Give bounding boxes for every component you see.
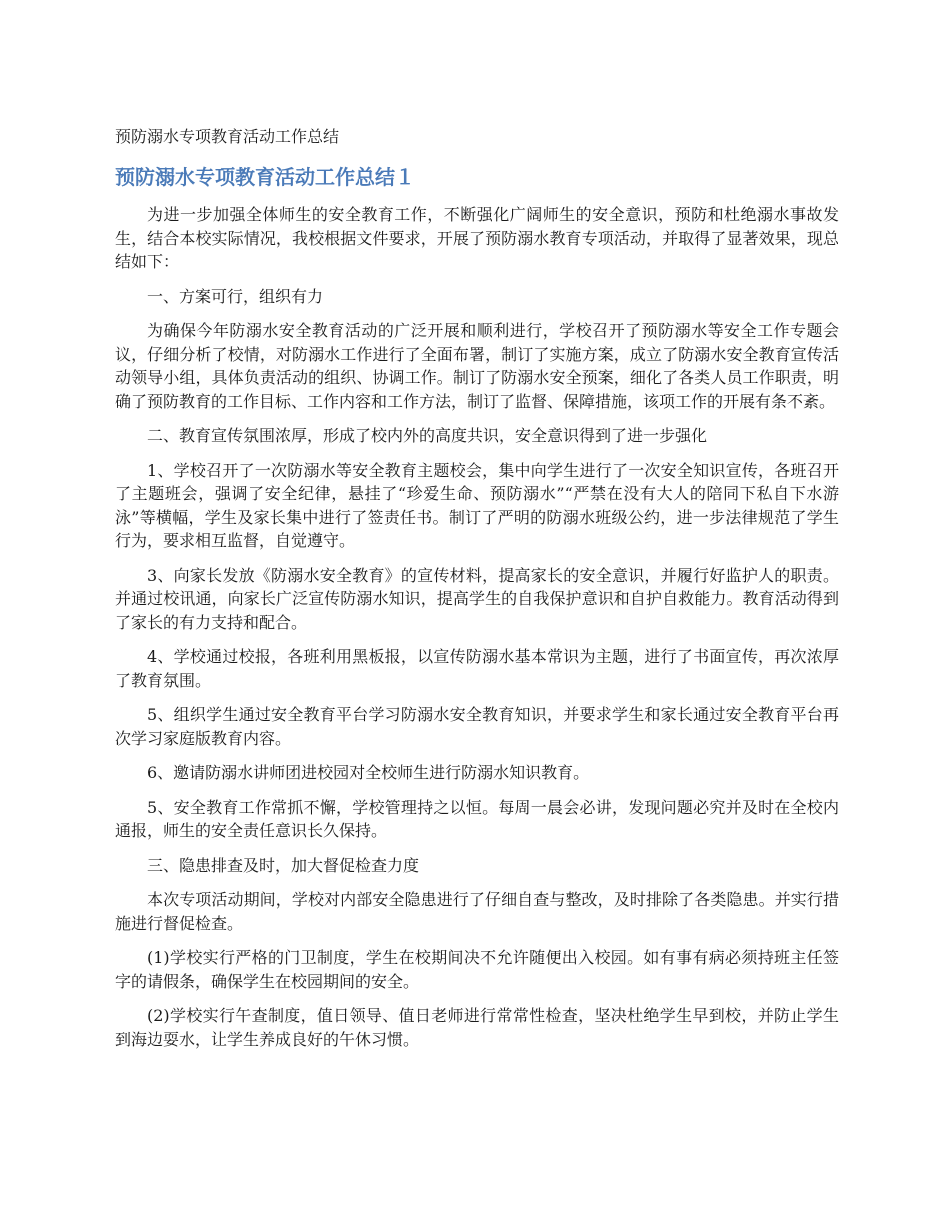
body-paragraph: 为确保今年防溺水安全教育活动的广泛开展和顺利进行，学校召开了预防溺水等安全工作专题会议，仔细分析了校情，对防溺水工作进行了全面布署，制订了实施方案，成立了防溺水安全教育宣传活动领导小组，具体负责活动的组织、协调工作。制订了防溺水安全预案，细化了各类人员工作职责，明确了预防教育的工作目标、工作内容和工作方法，制订了监督、保障措施，该项工作的开展有条不紊。	[115, 321, 839, 411]
section-two-title: 二、教育宣传氛围浓厚，形成了校内外的高度共识，安全意识得到了进一步强化	[147, 426, 708, 445]
body-paragraph: 本次专项活动期间，学校对内部安全隐患进行了仔细自查与整改，及时排除了各类隐患。并实行措施进行督促检查。	[115, 890, 839, 933]
document-body	[115, 203, 839, 1062]
list-item-paragraph: 6、邀请防溺水讲师团进校园对全校师生进行防溺水知识教育。	[147, 763, 590, 782]
document-title: 预防溺水专项教育活动工作总结	[115, 127, 340, 146]
section-one-title: 一、方案可行，组织有力	[147, 286, 324, 306]
list-item-paragraph: 1、学校召开了一次防溺水等安全教育主题校会，集中向学生进行了一次安全知识宣传，各班召开了主题班会，强调了安全纪律，悬挂了“珍爱生命、预防溺水”“严禁在没有大人的陪同下私自下水游泳”等横幅，学生及家长集中进行了签责任书。制订了严明的防溺水班级公约，进一步法律规范了学生行为，要求相互监督，自觉遵守。	[115, 460, 839, 550]
list-item-paragraph: 4、学校通过校报，各班利用黑板报，以宣传防溺水基本常识为主题，进行了书面宣传，再次浓厚了教育氛围。	[115, 647, 839, 690]
list-item-paragraph: 5、组织学生通过安全教育平台学习防溺水安全教育知识，并要求学生和家长通过安全教育平台再次学习家庭版教育内容。	[115, 705, 839, 748]
section-three-title: 三、隐患排查及时，加大督促检查力度	[147, 855, 420, 875]
list-item-paragraph: 5、安全教育工作常抓不懈，学校管理持之以恒。每周一晨会必讲，发现问题必究并及时在全校内通报，师生的安全责任意识长久保持。	[115, 797, 839, 840]
list-item-paragraph: 3、向家长发放《防溺水安全教育》的宣传材料，提高家长的安全意识，并履行好监护人的职责。并通过校讯通，向家长广泛宣传防溺水知识，提高学生的自我保护意识和自护自救能力。教育活动得到了家长的有力支持和配合。	[115, 565, 839, 632]
list-item-paragraph: (1)学校实行严格的门卫制度，学生在校期间决不允许随便出入校园。如有事有病必须持班主任签字的请假条，确保学生在校园期间的安全。	[115, 948, 839, 991]
list-item-paragraph: (2)学校实行午查制度，值日领导、值日老师进行常常性检查，坚决杜绝学生早到校，并防止学生到海边耍水，让学生养成良好的午休习惯。	[115, 1006, 839, 1049]
intro-paragraph: 为进一步加强全体师生的安全教育工作，不断强化广阔师生的安全意识，预防和杜绝溺水事故发生，结合本校实际情况，我校根据文件要求，开展了预防溺水教育专项活动，并取得了显著效果，现总结如下：	[115, 205, 839, 271]
section-heading: 预防溺水专项教育活动工作总结１	[115, 165, 415, 189]
